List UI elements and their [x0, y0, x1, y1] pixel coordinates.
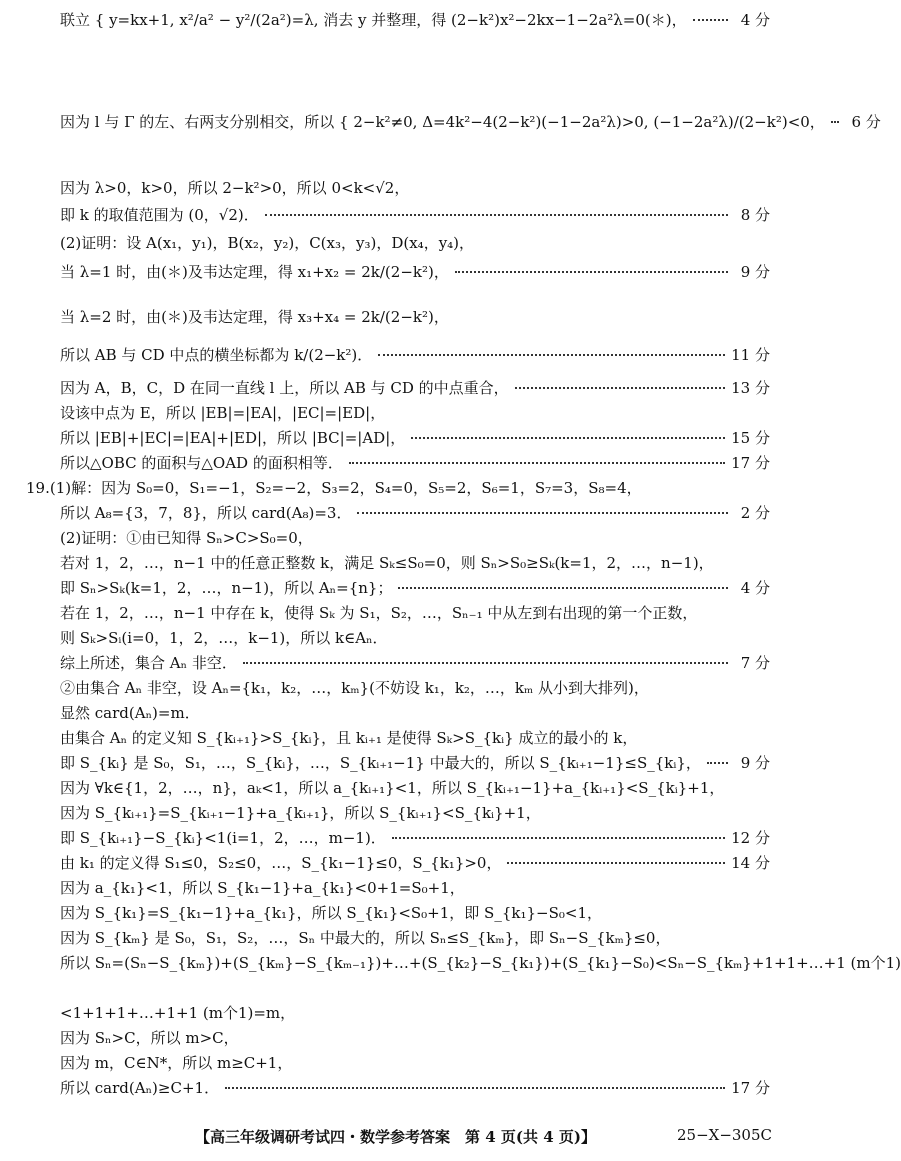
answer-line — [60, 503, 770, 523]
answer-line — [26, 478, 770, 498]
line-text: (2)证明：设 A(x₁，y₁)，B(x₂，y₂)，C(x₃，y₃)，D(x₄，y₄)， — [60, 234, 475, 252]
line-text: (2)证明：①由已知得 Sₙ>C>S₀=0， — [60, 529, 313, 547]
line-text: 因为 ∀k∈{1，2，…，n}，aₖ<1，所以 a_{kᵢ₊₁}<1，所以 S_{kᵢ₊₁−1}+a_{kᵢ₊₁}<S_{kᵢ}+1， — [60, 779, 725, 797]
footer-code: 25−X−305C — [676, 1126, 772, 1144]
dot-leader — [707, 762, 728, 764]
line-text: 显然 card(Aₙ)=m． — [60, 704, 200, 722]
answer-line — [60, 728, 770, 748]
line-text: 所以△OBC 的面积与△OAD 的面积相等． — [60, 454, 343, 472]
dot-leader — [693, 19, 728, 21]
line-text: 即 k 的取值范围为 (0，√2)． — [60, 206, 259, 224]
answer-line — [60, 628, 770, 648]
score-label: 12 分 — [731, 829, 770, 847]
line-text: 所以 AB 与 CD 中点的横坐标都为 k/(2−k²)． — [60, 346, 373, 364]
line-text: 所以 Sₙ=(Sₙ−S_{kₘ})+(S_{kₘ}−S_{kₘ₋₁})+…+(S_{k₂}−S_{k₁})+(S_{k₁}−S₀)<Sₙ−S_{kₘ}+1+1+…+1 (m个1) — [60, 954, 901, 972]
answer-line — [60, 753, 770, 773]
dot-leader — [831, 121, 839, 123]
line-text: 19.(1)解：因为 S₀=0，S₁=−1，S₂=−2，S₃=2，S₄=0，S₅=2，S₆=1，S₇=3，S₈=4， — [26, 479, 642, 497]
answer-line — [60, 528, 770, 548]
answer-line — [60, 878, 770, 898]
answer-line — [60, 307, 770, 327]
answer-line — [60, 453, 770, 473]
line-text: 综上所述，集合 Aₙ 非空． — [60, 654, 237, 672]
line-text: 因为 S_{kₘ} 是 S₀，S₁，S₂，…，Sₙ 中最大的，所以 Sₙ≤S_{kₘ}，即 Sₙ−S_{kₘ}≤0， — [60, 929, 671, 947]
score-label: 6 分 — [851, 113, 881, 131]
dot-leader — [455, 271, 728, 273]
line-text: 即 S_{kᵢ₊₁}−S_{kᵢ}<1(i=1，2，…，m−1)． — [60, 829, 386, 847]
score-label: 9 分 — [740, 263, 770, 281]
answer-line — [60, 205, 770, 225]
answer-line — [60, 262, 770, 282]
dot-leader — [265, 214, 728, 216]
score-label: 15 分 — [731, 429, 770, 447]
answer-line — [60, 178, 770, 198]
score-label: 13 分 — [731, 379, 770, 397]
line-text: 联立 { y=kx+1, x²/a² − y²/(2a²)=λ, 消去 y 并整理，得 (2−k²)x²−2kx−1−2a²λ=0(＊)， — [60, 11, 687, 29]
dot-leader — [225, 1087, 725, 1089]
score-label: 14 分 — [731, 854, 770, 872]
dot-leader — [378, 354, 725, 356]
line-text: 当 λ=2 时，由(＊)及韦达定理，得 x₃+x₄ = 2k/(2−k²)， — [60, 308, 449, 326]
line-text: 则 Sₖ>Sᵢ(i=0，1，2，…，k−1)，所以 k∈Aₙ． — [60, 629, 388, 647]
score-label: 2 分 — [740, 504, 770, 522]
line-text: 由 k₁ 的定义得 S₁≤0，S₂≤0，…，S_{k₁−1}≤0，S_{k₁}>0， — [60, 854, 502, 872]
score-label: 11 分 — [731, 346, 770, 364]
line-text: 所以 A₈={3，7，8}，所以 card(A₈)=3． — [60, 504, 352, 522]
line-text: 因为 l 与 Γ 的左、右两支分别相交，所以 { 2−k²≠0, Δ=4k²−4(2−k²)(−1−2a²λ)>0, (−1−2a²λ)/(2−k²)<0， — [60, 113, 825, 131]
dot-leader — [507, 862, 725, 864]
score-label: 4 分 — [740, 11, 770, 29]
dot-leader — [357, 512, 728, 514]
line-text: <1+1+1+…+1+1 (m个1)=m， — [60, 1004, 296, 1022]
answer-line — [60, 803, 770, 823]
line-text: 因为 S_{kᵢ₊₁}=S_{kᵢ₊₁−1}+a_{kᵢ₊₁}，所以 S_{kᵢ₊₁}<S_{kᵢ}+1， — [60, 804, 541, 822]
answer-line — [60, 1028, 770, 1048]
answer-line — [60, 345, 770, 365]
line-text: 即 Sₙ>Sₖ(k=1，2，…，n−1)，所以 Aₙ={n}； — [60, 579, 393, 597]
line-text: 因为 λ>0，k>0，所以 2−k²>0，所以 0<k<√2， — [60, 179, 410, 197]
answer-line — [60, 903, 770, 923]
answer-line — [60, 10, 770, 30]
line-text: 由集合 Aₙ 的定义知 S_{kᵢ₊₁}>S_{kᵢ}，且 kᵢ₊₁ 是使得 Sₖ>S_{kᵢ} 成立的最小的 k， — [60, 729, 638, 747]
score-label: 17 分 — [731, 1079, 770, 1097]
dot-leader — [398, 587, 728, 589]
line-text: 设该中点为 E，所以 |EB|=|EA|，|EC|=|ED|， — [60, 404, 386, 422]
footer-title: 【高三年级调研考试四・数学参考答案 第 4 页(共 4 页)】 — [195, 1128, 596, 1146]
line-text: 若在 1，2，…，n−1 中存在 k，使得 Sₖ 为 S₁，S₂，…，Sₙ₋₁ 中从左到右出现的第一个正数， — [60, 604, 698, 622]
score-label: 7 分 — [740, 654, 770, 672]
answer-line — [60, 678, 770, 698]
answer-line — [60, 603, 770, 623]
score-label: 17 分 — [731, 454, 770, 472]
line-text: 即 S_{kᵢ} 是 S₀，S₁，…，S_{kᵢ}，…，S_{kᵢ₊₁−1} 中最大的，所以 S_{kᵢ₊₁−1}≤S_{kᵢ}， — [60, 754, 701, 772]
answer-line — [60, 828, 770, 848]
score-label: 4 分 — [740, 579, 770, 597]
answer-line — [60, 928, 770, 948]
line-text: 因为 m，C∈N*，所以 m≥C+1， — [60, 1054, 293, 1072]
line-text: 所以 |EB|+|EC|=|EA|+|ED|，所以 |BC|=|AD|， — [60, 429, 406, 447]
dot-leader — [515, 387, 725, 389]
answer-line — [60, 403, 770, 423]
dot-leader — [349, 462, 725, 464]
dot-leader — [392, 837, 725, 839]
answer-line — [60, 553, 770, 573]
answer-line — [60, 853, 770, 873]
answer-line — [60, 1003, 770, 1023]
line-text: 因为 a_{k₁}<1，所以 S_{k₁−1}+a_{k₁}<0+1=S₀+1， — [60, 879, 465, 897]
answer-line — [60, 378, 770, 398]
dot-leader — [411, 437, 725, 439]
answer-line — [60, 428, 770, 448]
answer-line — [60, 653, 770, 673]
line-text: 因为 S_{k₁}=S_{k₁−1}+a_{k₁}，所以 S_{k₁}<S₀+1，即 S_{k₁}−S₀<1， — [60, 904, 602, 922]
answer-line — [60, 112, 881, 132]
score-label: 8 分 — [740, 206, 770, 224]
answer-line — [60, 1053, 770, 1073]
answer-line — [60, 578, 770, 598]
answer-line — [60, 233, 770, 253]
line-text: 因为 Sₙ>C，所以 m>C， — [60, 1029, 239, 1047]
line-text: ②由集合 Aₙ 非空，设 Aₙ={k₁，k₂，…，kₘ}(不妨设 k₁，k₂，…，kₘ 从小到大排列)， — [60, 679, 649, 697]
line-text: 当 λ=1 时，由(＊)及韦达定理，得 x₁+x₂ = 2k/(2−k²)， — [60, 263, 449, 281]
line-text: 因为 A，B，C，D 在同一直线 l 上，所以 AB 与 CD 的中点重合， — [60, 379, 509, 397]
answer-line — [60, 1078, 770, 1098]
line-text: 所以 card(Aₙ)≥C+1． — [60, 1079, 220, 1097]
line-text: 若对 1，2，…，n−1 中的任意正整数 k，满足 Sₖ≤S₀=0，则 Sₙ>S₀≥Sₖ(k=1，2，…，n−1)， — [60, 554, 714, 572]
answer-line — [60, 953, 901, 973]
dot-leader — [243, 662, 728, 664]
answer-line — [60, 778, 770, 798]
score-label: 9 分 — [740, 754, 770, 772]
answer-line — [60, 703, 770, 723]
